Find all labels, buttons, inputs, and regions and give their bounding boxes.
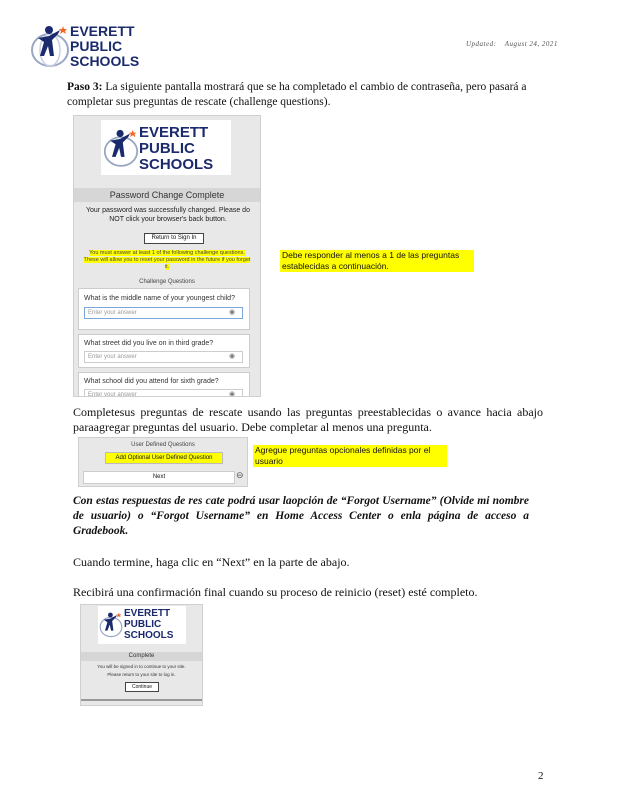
- updated-stamp: [466, 40, 558, 48]
- step3-label: Paso 3:: [67, 81, 103, 93]
- success-message: Your password was successfully changed. Please do NOT click your browser's back button.: [86, 207, 250, 223]
- password-complete-screenshot: [73, 115, 261, 397]
- complete-title: Complete: [81, 652, 202, 661]
- eye-icon[interactable]: ◉: [229, 309, 236, 316]
- logo-line-3: SCHOOLS: [124, 630, 174, 641]
- question-label: What is the middle name of your youngest child?: [84, 295, 235, 302]
- question-label: What school did you attend for sixth grade?: [84, 378, 219, 385]
- logo-figure-icon: [99, 607, 123, 641]
- logo-line-3: SCHOOLS: [139, 156, 214, 173]
- logo-line-1: EVERETT: [70, 23, 135, 39]
- panel-title: Password Change Complete: [74, 188, 260, 202]
- step3-paragraph: [67, 80, 537, 110]
- click-next-paragraph: Cuando termine, haga clic en “Next” en la parte de abajo.: [73, 555, 350, 569]
- updated-date: August 24, 2021: [504, 40, 558, 48]
- arrow-right-icon[interactable]: ⊖: [236, 470, 244, 480]
- challenge-notice: [82, 250, 252, 271]
- logo-line-1: EVERETT: [124, 608, 171, 619]
- step3-text: La siguiente pantalla mostrará que se ha completado el cambio de contraseña, pero pasará a completar sus preguntas de rescate (challenge questions).: [67, 81, 527, 108]
- logo-figure-icon: [103, 122, 139, 172]
- answer-input[interactable]: Enter your answer: [84, 351, 243, 363]
- reset-complete-screenshot: [80, 604, 203, 706]
- forgot-username-paragraph: Con estas respuestas de res cate podrá usar laopción de “Forgot Username” (Olvide mi nombre de usuario) o “Forgot Username” en Home Access Center o enla página de acceso a Gradebook.: [73, 495, 529, 537]
- eye-icon[interactable]: ◉: [229, 391, 236, 397]
- question-card-3: [78, 372, 250, 397]
- return-sign-in-button[interactable]: Return to Sign In: [144, 233, 204, 244]
- answer-input[interactable]: Enter your answer: [84, 389, 243, 397]
- logo-line-3: SCHOOLS: [70, 53, 140, 69]
- question-card-2: [78, 334, 250, 368]
- continue-button[interactable]: Continue: [125, 682, 159, 692]
- confirmation-paragraph: Recibirá una confirmación final cuando su proceso de reinicio (reset) esté completo.: [73, 585, 478, 599]
- instruction-paragraph: Completesus preguntas de rescate usando las preguntas preestablecidas o avance hacia abajo paraagregar preguntas del usuario. Debe completar al menos una pregunta.: [73, 405, 543, 434]
- divider: [81, 699, 202, 701]
- callout-optional-questions: Agregue preguntas opcionales definidas por el usuario: [253, 445, 447, 467]
- logo-line-1: EVERETT: [139, 124, 209, 141]
- updated-label: Updated:: [466, 40, 497, 48]
- district-logo: [30, 20, 145, 72]
- logo-line-2: PUBLIC: [139, 140, 195, 157]
- logo-figure-icon: [30, 20, 70, 70]
- add-question-button[interactable]: Add Optional User Defined Question: [105, 452, 223, 464]
- screenshot-logo: [98, 606, 186, 644]
- answer-input[interactable]: Enter your answer: [84, 307, 243, 319]
- next-button[interactable]: Next: [83, 471, 235, 484]
- question-card-1: [78, 288, 250, 330]
- screenshot-logo: [101, 120, 231, 175]
- user-defined-screenshot: [78, 437, 248, 487]
- user-defined-label: User Defined Questions: [131, 442, 195, 448]
- complete-message: You will be signed in to continue to your site.: [97, 664, 186, 669]
- complete-message-2: Please return to your site to log in.: [107, 672, 176, 677]
- eye-icon[interactable]: ◉: [229, 353, 236, 360]
- logo-line-2: PUBLIC: [124, 619, 162, 630]
- page-number: 2: [538, 770, 544, 782]
- question-label: What street did you live on in third grade?: [84, 340, 214, 347]
- logo-line-2: PUBLIC: [70, 38, 123, 54]
- notice-text: You must answer at least 1 of the following challenge questions. These will allow you to reset your password in the future if you forget it.: [83, 250, 251, 270]
- section-label: Challenge Questions: [139, 279, 195, 285]
- callout-answer-one: Debe responder al menos a 1 de las preguntas establecidas a continuación.: [280, 250, 474, 272]
